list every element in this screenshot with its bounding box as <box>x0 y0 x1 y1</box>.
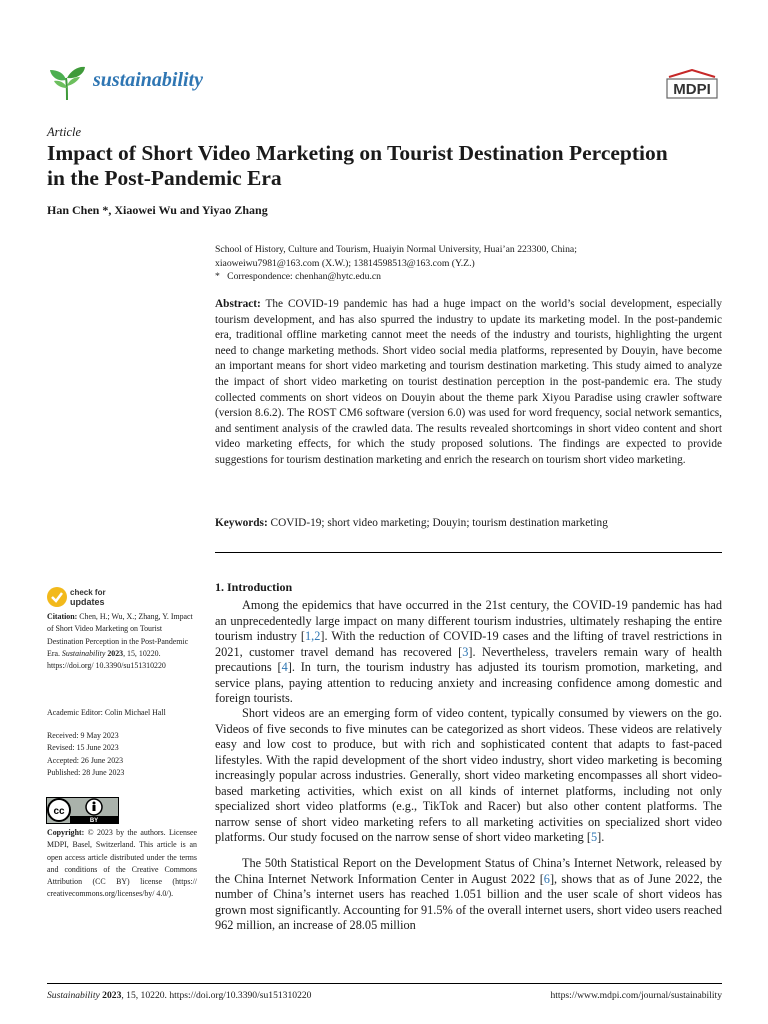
publication-dates <box>47 730 197 779</box>
abstract-text: The COVID-19 pandemic has had a huge impact on the world’s social development, especially tourism development, and has also spurred the industry to update its marketing model. In the post-pandemic era, traditional offline marketing cannot meet the needs of the industry and tourists, highlighting the urgent need to change marketing methods. Short video social media platforms, represented by Douyin, have become an important means for short video marketing and tourism destination marketing. This study aimed to analyze the impact of short video marketing on tourist destination perception in the post-pandemic era. The study collected comments on short videos on Douyin about the theme park Xiyou Paradise using crawler software (version 8.6.2). The ROST CM6 software (version 6.0) was used for word frequency, social network semantics, and sentiment analysis of the crawled data. The results revealed shortcomings in short video content and short video marketing effects, for which the study proposed solutions. The findings are expected to provide suggestions for tourism destination marketing and enrich the research on tourism short video marketing. <box>215 298 722 466</box>
copyright-notice <box>47 827 197 901</box>
reference-link[interactable]: 1,2 <box>305 629 321 643</box>
divider <box>215 552 722 553</box>
sustainability-leaf-logo-icon <box>47 62 87 102</box>
footer-journal: Sustainability <box>47 990 100 1001</box>
footer-year: 2023 <box>102 990 122 1001</box>
revised-date: Revised: 15 June 2023 <box>47 743 119 753</box>
copyright-text: © 2023 by the authors. Licensee MDPI, Basel, Switzerland. This article is an open access article distributed under the terms and conditions of the Creative Commons Attribution (CC BY) license (https:// creativecommons.org/licenses/by/ 4.0/). <box>47 828 197 899</box>
svg-text:check for: check for <box>70 588 106 597</box>
keywords-text: COVID-19; short video marketing; Douyin; tourism destination marketing <box>270 517 608 529</box>
citation-text: Chen, H.; Wu, X.; Zhang, Y. Impact of Short Video Marketing on Tourist Destination Perception in the Post-Pandemic Era. <box>47 612 193 658</box>
body-paragraph-2: Short videos are an emerging form of video content, typically consumed by viewers on the go. Videos of five seconds to five minutes can be categorized as short videos. These videos are relatively easy and low cost to produce, but with rich and sophisticated content that adapts to fast-paced lifestyles. With the rapid development of the short video industry, short video marketing is becoming increasingly popular across industries. Generally, short video marketing encompasses all short video-based marketing activities, which exist on all kinds of internet platforms, including not only specialized short video platforms (e.g., TikTok and Racer) but also other content platforms. The narrow sense of short video marketing refers to all marketing activities on specialized short video platforms. Our study focused on the narrow sense of short video marketing [5]. <box>215 706 722 844</box>
cc-by-license-icon[interactable] <box>46 797 119 824</box>
correspondence-email: * Correspondence: chenhan@hytc.edu.cn <box>215 271 382 282</box>
citation-journal: Sustainability <box>61 648 106 658</box>
keywords-label: Keywords: <box>215 517 268 529</box>
footer-citation <box>47 990 311 1001</box>
check-updates-icon <box>46 585 126 609</box>
citation-year: 2023 <box>107 648 124 658</box>
journal-name: sustainability <box>93 69 204 91</box>
footer-journal-url[interactable]: https://www.mdpi.com/journal/sustainability <box>550 990 722 1001</box>
body-paragraph-1: Among the epidemics that have occurred in the 21st century, the COVID-19 pandemic has had an unprecedentedly large impact on many different tourism industries, ultimately reshaping the entire tourism industry [1,2]. With the reduction of COVID-19 cases and the lifting of travel restrictions in 2021, customer travel demand has recovered [3]. Nevertheless, travelers remain wary of health precautions [4]. In turn, the tourism industry has adjusted its tourism promotion, marketing, and service plans, paying attention to reducing anxiety and increasing confidence among domestic and foreign tourists. <box>215 598 722 705</box>
abstract <box>215 297 722 469</box>
citation-label: Citation: <box>47 612 78 621</box>
reference-link[interactable]: 6 <box>543 871 550 886</box>
keywords <box>215 517 722 529</box>
published-date: Published: 28 June 2023 <box>47 767 125 777</box>
citation-doi: , 15, 10220. https://doi.org/ 10.3390/su151310220 <box>47 648 166 671</box>
footer-doi[interactable]: , 15, 10220. https://doi.org/10.3390/su151310220 <box>121 990 312 1001</box>
footer-divider <box>47 983 722 984</box>
check-for-updates-badge[interactable] <box>46 585 126 609</box>
reference-link[interactable]: 3 <box>462 644 469 659</box>
svg-text:cc: cc <box>53 806 65 817</box>
section-heading-introduction: 1. Introduction <box>215 580 293 594</box>
academic-editor: Academic Editor: Colin Michael Hall <box>47 708 166 717</box>
affiliation-line: School of History, Culture and Tourism, Huaiyin Normal University, Huai’an 223300, China; <box>215 244 577 255</box>
article-type: Article <box>47 125 82 139</box>
affiliation-emails: xiaoweiwu7981@163.com (X.W.); 13814598513@163.com (Y.Z.) <box>215 258 475 269</box>
body-paragraph-3: The 50th Statistical Report on the Development Status of China’s Internet Network, released by the China Internet Network Information Center in August 2022 [6], shows that as of June 2022, the number of China’s internet users has reached 1.051 billion and the user scale of short videos has grown most significantly. Accounting for 91.5% of the overall internet users, short video users reached 962 million, an increase of 28.05 million <box>215 856 722 932</box>
accepted-date: Accepted: 26 June 2023 <box>47 755 124 765</box>
svg-text:updates: updates <box>70 597 105 607</box>
author-list: Han Chen *, Xiaowei Wu and Yiyao Zhang <box>47 203 268 217</box>
svg-text:MDPI: MDPI <box>673 81 711 98</box>
abstract-label: Abstract: <box>215 298 261 310</box>
reference-link[interactable]: 5 <box>591 830 598 844</box>
svg-text:BY: BY <box>89 818 99 824</box>
citation-block <box>47 611 197 672</box>
received-date: Received: 9 May 2023 <box>47 731 119 740</box>
copyright-label: Copyright: <box>47 828 85 837</box>
reference-link[interactable]: 4 <box>281 660 288 674</box>
mdpi-logo-icon <box>664 69 720 101</box>
article-title: Impact of Short Video Marketing on Tourist Destination Perception in the Post-Pandemic Era <box>47 141 668 190</box>
